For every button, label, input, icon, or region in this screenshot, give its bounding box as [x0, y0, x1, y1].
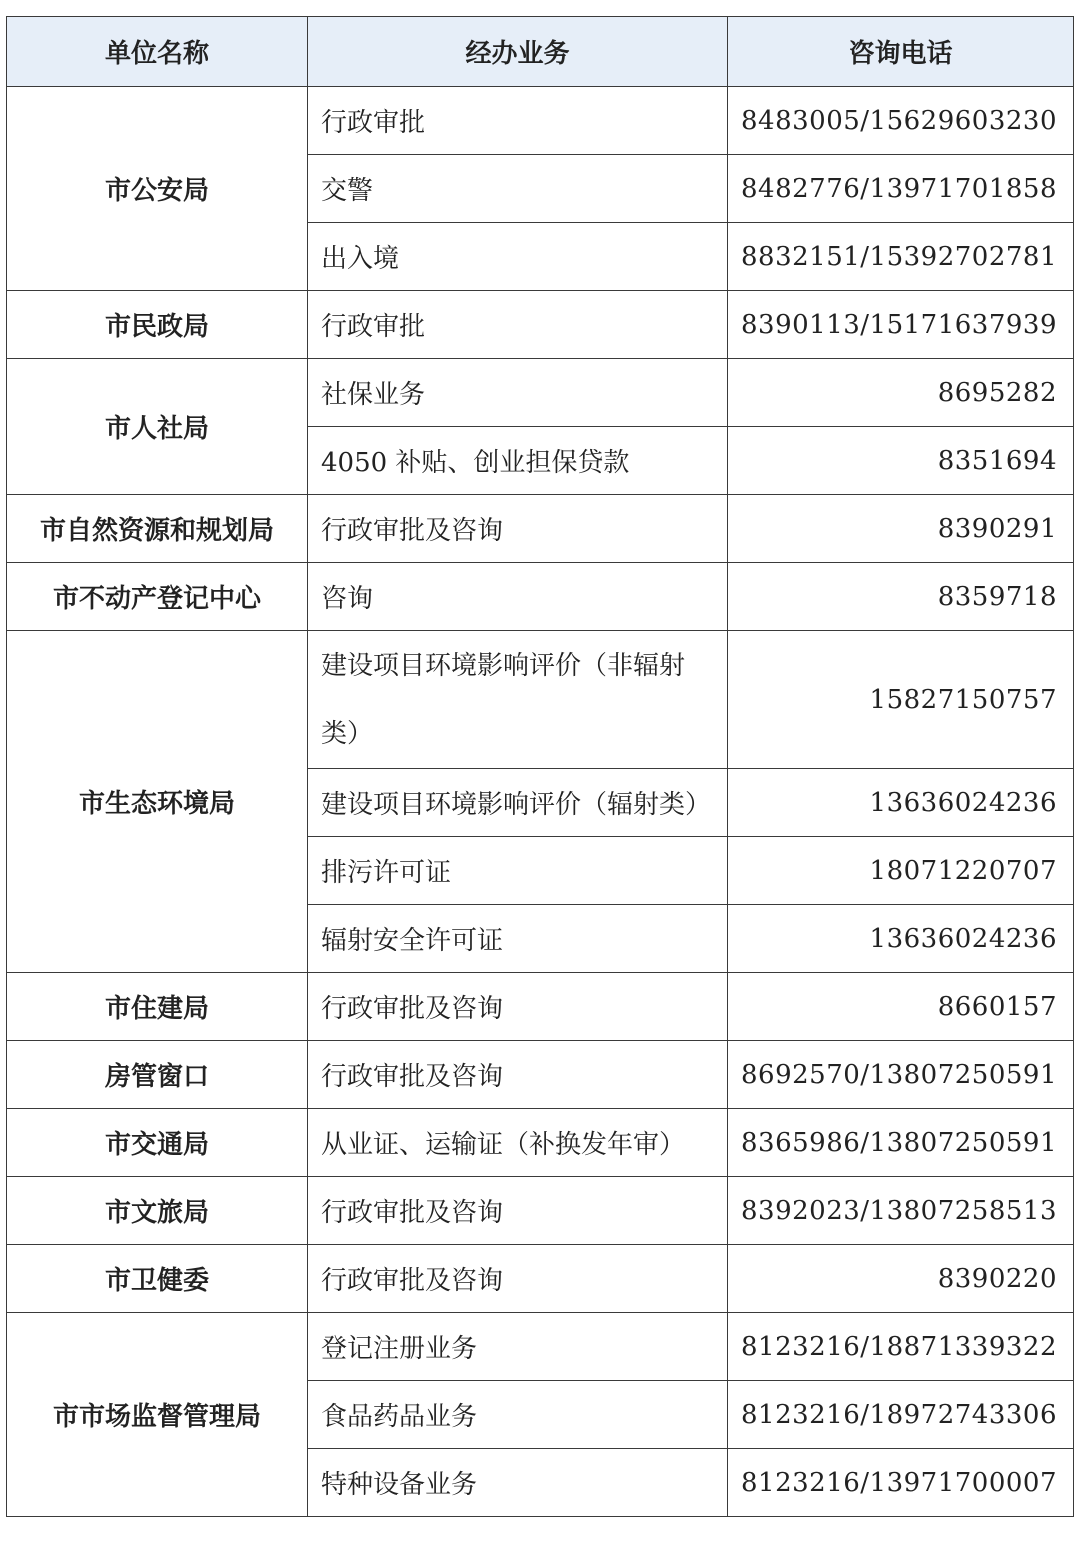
table-row — [7, 1177, 1074, 1245]
business-cell: 从业证、运输证（补换发年审） — [308, 1109, 728, 1177]
unit-name-cell: 市交通局 — [7, 1109, 308, 1177]
phone-cell: 8660157 — [728, 973, 1074, 1041]
phone-cell: 8832151/15392702781 — [728, 223, 1074, 291]
phone-cell: 8359718 — [728, 563, 1074, 631]
header-business: 经办业务 — [308, 17, 728, 87]
business-cell: 出入境 — [308, 223, 728, 291]
business-cell: 特种设备业务 — [308, 1449, 728, 1517]
business-cell: 行政审批及咨询 — [308, 973, 728, 1041]
phone-cell: 8692570/13807250591 — [728, 1041, 1074, 1109]
unit-name-cell: 房管窗口 — [7, 1041, 308, 1109]
business-cell: 辐射安全许可证 — [308, 905, 728, 973]
phone-cell: 8123216/18972743306 — [728, 1381, 1074, 1449]
table-row — [7, 563, 1074, 631]
business-cell: 行政审批 — [308, 87, 728, 155]
phone-cell: 8351694 — [728, 427, 1074, 495]
business-cell: 行政审批及咨询 — [308, 1041, 728, 1109]
table-row — [7, 1109, 1074, 1177]
header-unit: 单位名称 — [7, 17, 308, 87]
business-cell: 登记注册业务 — [308, 1313, 728, 1381]
table-row — [7, 87, 1074, 155]
phone-cell: 15827150757 — [728, 631, 1074, 769]
phone-cell: 13636024236 — [728, 905, 1074, 973]
business-cell: 行政审批及咨询 — [308, 1177, 728, 1245]
business-cell: 咨询 — [308, 563, 728, 631]
business-cell: 行政审批及咨询 — [308, 1245, 728, 1313]
phone-cell: 8390291 — [728, 495, 1074, 563]
business-cell: 行政审批及咨询 — [308, 495, 728, 563]
phone-cell: 8365986/13807250591 — [728, 1109, 1074, 1177]
phone-cell: 8483005/15629603230 — [728, 87, 1074, 155]
business-cell: 排污许可证 — [308, 837, 728, 905]
phone-cell: 13636024236 — [728, 769, 1074, 837]
header-phone: 咨询电话 — [728, 17, 1074, 87]
business-cell: 社保业务 — [308, 359, 728, 427]
phone-cell: 8123216/18871339322 — [728, 1313, 1074, 1381]
unit-name-cell: 市民政局 — [7, 291, 308, 359]
table-row — [7, 1041, 1074, 1109]
phone-cell: 8390220 — [728, 1245, 1074, 1313]
business-cell: 交警 — [308, 155, 728, 223]
contact-table-wrapper — [6, 16, 1074, 1517]
unit-name-cell: 市文旅局 — [7, 1177, 308, 1245]
unit-name-cell: 市公安局 — [7, 87, 308, 291]
unit-name-cell: 市人社局 — [7, 359, 308, 495]
table-row — [7, 1313, 1074, 1381]
table-row — [7, 1245, 1074, 1313]
table-row — [7, 631, 1074, 769]
table-row — [7, 495, 1074, 563]
business-cell: 建设项目环境影响评价（辐射类） — [308, 769, 728, 837]
business-cell: 行政审批 — [308, 291, 728, 359]
phone-cell: 8123216/13971700007 — [728, 1449, 1074, 1517]
phone-cell: 8390113/15171637939 — [728, 291, 1074, 359]
table-row — [7, 359, 1074, 427]
contact-table — [6, 16, 1074, 1517]
unit-name-cell: 市自然资源和规划局 — [7, 495, 308, 563]
business-cell: 食品药品业务 — [308, 1381, 728, 1449]
unit-name-cell: 市卫健委 — [7, 1245, 308, 1313]
phone-cell: 8695282 — [728, 359, 1074, 427]
unit-name-cell: 市不动产登记中心 — [7, 563, 308, 631]
table-body — [7, 87, 1074, 1517]
unit-name-cell: 市市场监督管理局 — [7, 1313, 308, 1517]
unit-name-cell: 市住建局 — [7, 973, 308, 1041]
business-cell: 建设项目环境影响评价（非辐射 类） — [308, 631, 728, 769]
phone-cell: 8392023/13807258513 — [728, 1177, 1074, 1245]
table-header-row — [7, 17, 1074, 87]
table-row — [7, 973, 1074, 1041]
table-row — [7, 291, 1074, 359]
phone-cell: 18071220707 — [728, 837, 1074, 905]
phone-cell: 8482776/13971701858 — [728, 155, 1074, 223]
unit-name-cell: 市生态环境局 — [7, 631, 308, 973]
business-cell: 4050 补贴、创业担保贷款 — [308, 427, 728, 495]
